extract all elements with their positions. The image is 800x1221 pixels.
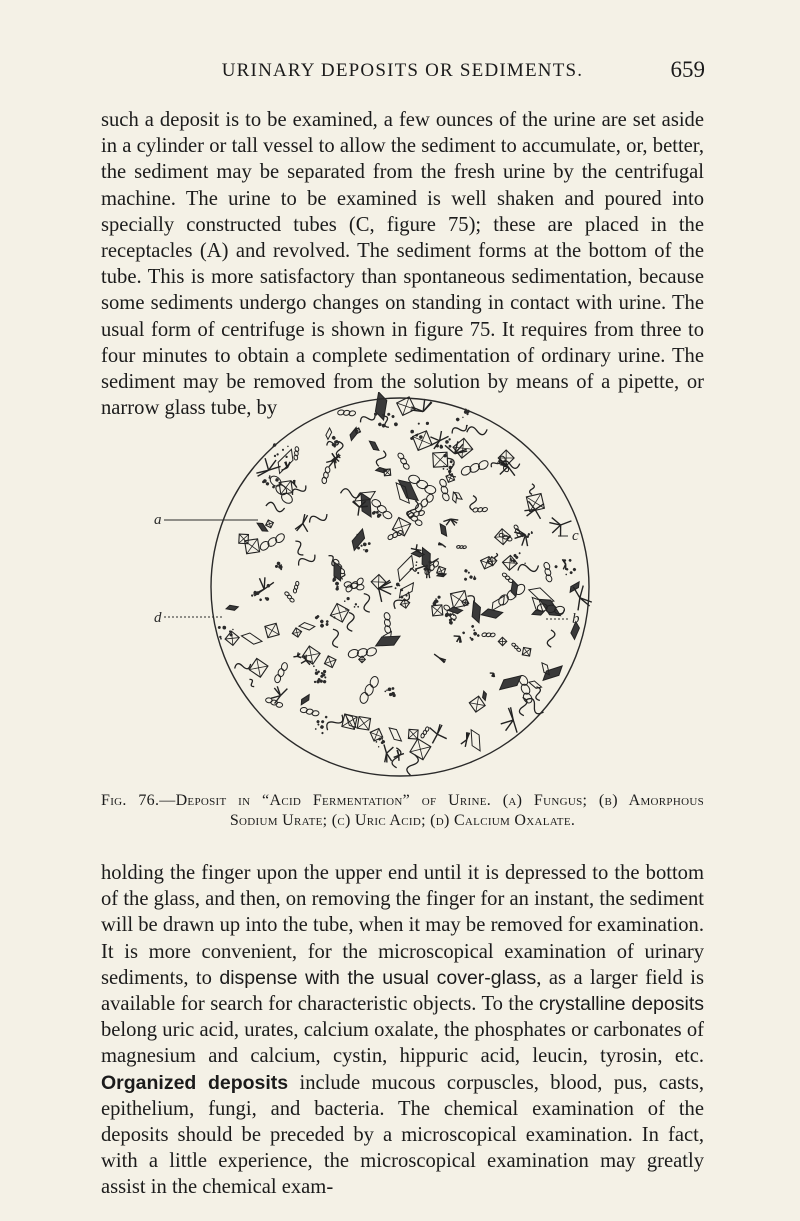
sediment-particle [434, 653, 446, 663]
sediment-particle [529, 484, 534, 495]
sediment-particle [299, 622, 315, 630]
emphasis-cover-glass: dispense with the usual cover-glass [219, 966, 537, 989]
sediment-particle [261, 619, 284, 642]
paragraph-bottom-text-4: include mucous corpuscles, blood, pus, casts, epithelium, fungi, and bacteria. The chemical examination of the deposits should be preceded by a microscopical examination. In fact, with a little experience, the microscopical examination may greatly assist in the chemical exam- [101, 1071, 704, 1199]
sediment-particle [274, 561, 283, 570]
sediment-particle [517, 561, 540, 575]
sediment-particle [274, 661, 288, 684]
sediment-particle [368, 498, 395, 520]
sediment-particle [454, 407, 477, 429]
sediment-particle [224, 630, 240, 646]
paragraph-bottom-text-3: belong uric acid, urates, calcium oxalate, the phosphates or carbonates of magnesium and calcium, cystin, hippuric acid, leucin, tyrosin, etc. [101, 1019, 704, 1068]
sediment-particle [265, 698, 283, 708]
sediment-particle [460, 454, 490, 481]
microscope-field-figure [140, 392, 660, 782]
sediment-particle [299, 693, 312, 707]
sediment-particle [265, 502, 285, 512]
sediment-particle [482, 691, 488, 701]
sediment-particle [387, 527, 403, 543]
sediment-particle [329, 628, 342, 648]
sediment-particle [394, 581, 408, 599]
sediment-particle [540, 662, 566, 685]
sediment-particle [472, 504, 488, 515]
sediment-particle [322, 467, 330, 484]
sediment-particle [384, 687, 396, 697]
sediment-particle [394, 553, 418, 584]
sediment-particle [292, 446, 301, 460]
sediment-particle [375, 450, 387, 468]
label-b: b [572, 611, 580, 627]
sediment-particle [406, 754, 419, 776]
sediment-particle [521, 488, 550, 517]
sediment-particle [396, 580, 417, 602]
sediment-particle [533, 686, 543, 701]
sediment-particle [376, 467, 388, 473]
sediment-particle [469, 600, 484, 624]
sediment-particle [291, 627, 302, 638]
caption-line-2: Sodium Urate; (c) Uric Acid; (d) Calcium Oxalate. [229, 812, 576, 829]
sediment-particle [443, 456, 460, 478]
sediment-particle [290, 482, 307, 497]
label-a: a [154, 512, 162, 528]
sediment-particle [407, 736, 433, 762]
sediment-particle [462, 624, 481, 643]
sediment-particle [424, 720, 452, 748]
sediment-particle [437, 522, 449, 537]
sediment-particle [554, 554, 579, 579]
sediment-particle [226, 604, 239, 612]
sediment-particle [248, 678, 256, 687]
sediment-particle [313, 607, 336, 630]
emphasis-crystalline-deposits: crystalline deposits [538, 993, 704, 1016]
caption-line-1: Fig. 76.—Deposit in “Acid Fermentation” of Urine. (a) Fungus; (b) Amorphous [101, 792, 704, 809]
sediment-particle [391, 589, 412, 612]
page-number: 659 [670, 57, 705, 82]
sediment-particle [234, 530, 252, 548]
sediment-particle [253, 455, 281, 476]
sediment-particle [452, 633, 463, 644]
sediment-particle [501, 572, 515, 583]
sediment-particle [374, 579, 398, 602]
sediment-particle [568, 580, 582, 595]
sediment-particle [518, 697, 527, 716]
sediment-particle [461, 732, 470, 748]
sediment-particle [392, 748, 401, 768]
paragraph-top: such a deposit is to be examined, a few ounces of the urine are set aside in a cylinder or tall vessel to allow the sediment to accumulate, or, better, the sediment may be separated from the fresh urine by the centrifugal machine. The urine to be examined is well shaken and poured into specially constructed tubes (C, figure 75); these are placed in the receptacles (A) and revolved. The sediment forms at the bottom of the tube. This is more satisfactory than spontaneous sedimentation, because some sediments undergo changes on standing in contact with urine. The usual form of centrifuge is shown in figure 75. It requires from three to four minutes to obtain a complete sedimentation of ordinary urine. The sediment may be removed from the solution by means of a pipette, or narrow glass tube, by [101, 109, 704, 420]
sediment-particle [247, 657, 269, 679]
sediment-particle [404, 725, 422, 743]
sediment-particle [498, 637, 507, 646]
sediment-particle [382, 744, 394, 763]
sediment-particle [461, 569, 478, 585]
sediment-particle [497, 579, 527, 611]
sediment-particle [259, 528, 287, 556]
sediment-particle [308, 510, 329, 526]
sediment-particle [360, 592, 374, 613]
sediment-particle [456, 544, 466, 551]
label-c: c [572, 528, 579, 544]
sediment-particle [274, 447, 297, 477]
sediment-particle [438, 543, 446, 548]
running-head: URINARY DEPOSITS OR SEDIMENTS. [221, 60, 584, 81]
sediment-particle [325, 428, 332, 440]
sediment-particle [496, 707, 520, 737]
sediment-particle [453, 491, 464, 501]
sediment-particle [344, 596, 359, 610]
sediment-particle [519, 644, 534, 659]
sediment-particle [394, 452, 413, 470]
sediment-particle [510, 643, 522, 652]
sediment-particle [461, 598, 470, 607]
sediment-particle [234, 660, 252, 672]
sediment-particle [489, 672, 496, 678]
sediment-particle [367, 439, 381, 453]
sediment-particle [481, 630, 495, 640]
sediment-particle [240, 631, 263, 646]
sediment-particle [386, 725, 404, 744]
sediment-particle [539, 561, 556, 582]
sediment-particle [452, 437, 474, 459]
sediment-particle [432, 595, 442, 605]
page-header [100, 58, 705, 86]
sediment-particle [450, 422, 468, 437]
sediment-particle [293, 651, 302, 660]
sediment-particle [448, 617, 456, 625]
sediment-particle [341, 489, 361, 498]
paragraph-bottom [101, 860, 704, 1201]
paragraph-bottom-text-2: , as a larger field is available for search for characteristic objects. To the [101, 966, 704, 1016]
emphasis-organized-deposits: Organized deposits [101, 1071, 289, 1094]
sediment-particle [379, 612, 395, 634]
paragraph-bottom-text-1: holding the finger upon the upper end until it is depressed to the bottom of the glass, and then, on removing the finger for an instant, the sediment will be drawn up into the tube, when it may be removed for examination. It is more convenient, for the microscopical examination of urinary sediments, to [101, 862, 704, 989]
figure-caption [101, 791, 704, 831]
sediment-particle [264, 519, 274, 529]
sediment-particle [300, 707, 319, 717]
sediment-particle [359, 411, 377, 426]
sediment-particle [466, 425, 488, 437]
sediment-particle [300, 654, 312, 666]
sediment-particle [270, 441, 291, 460]
sediment-particle [466, 728, 485, 753]
sediment-particle [250, 579, 274, 604]
sediment-particle [427, 600, 447, 620]
sediment-particle [547, 630, 555, 647]
sediment-particle [293, 581, 299, 593]
sediment-particle [494, 553, 497, 560]
sediment-particle [536, 595, 564, 621]
sediment-particle [322, 654, 338, 670]
sediment-particle [239, 533, 265, 559]
sediment-illustration [140, 392, 660, 782]
sediment-particle [328, 601, 352, 625]
sediment-particle [359, 674, 380, 705]
sediment-particle [337, 407, 356, 419]
sediment-particle [420, 726, 429, 739]
sediment-particle [292, 539, 306, 556]
sediment-particle [281, 461, 290, 472]
label-d: d [154, 610, 162, 626]
